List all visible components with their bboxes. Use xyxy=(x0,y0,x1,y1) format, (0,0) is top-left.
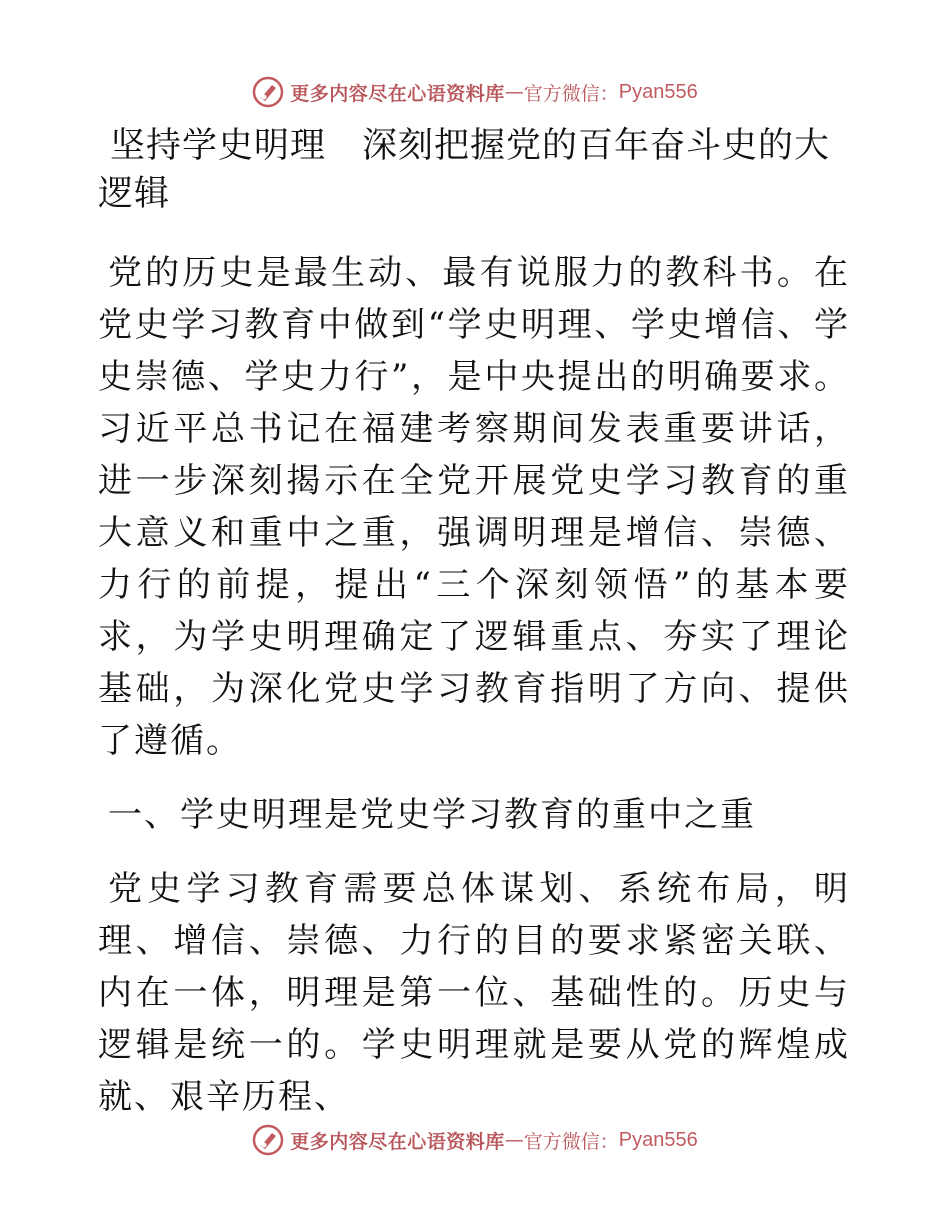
banner-wechat-label: 官方微信： xyxy=(523,82,619,105)
logo-icon xyxy=(252,76,284,108)
footer-banner xyxy=(0,1120,950,1160)
section-heading: 一、学史明理是党史学习教育的重中之重 xyxy=(108,795,756,835)
document-body xyxy=(98,122,850,1145)
logo-icon xyxy=(252,1124,284,1156)
intro-paragraph: 党的历史是最生动、最有说服力的教科书。在党史学习教育中做到“学史明理、学史增信、学史崇德、学史力行”，是中央提出的明确要求。习近平总书记在福建考察期间发表重要讲话，进一步深刻揭示在全党开展党史学习教育的重大意义和重中之重，强调明理是增信、崇德、力行的前提，提出“三个深刻领悟”的基本要求，为学史明理确定了逻辑重点、夯实了理论基础，为深化党史学习教育指明了方向、提供了遵循。 xyxy=(98,253,850,761)
banner-separator: — xyxy=(504,1129,524,1151)
banner-wechat-label: 官方微信： xyxy=(523,1130,619,1153)
banner-site-text: 更多内容尽在心语资料库 xyxy=(290,1130,505,1153)
header-banner xyxy=(0,72,950,112)
banner-wechat-handle: Pyan556 xyxy=(618,80,698,103)
document-title: 坚持学史明理 深刻把握党的百年奋斗史的大逻辑 xyxy=(98,126,831,214)
banner-wechat-handle: Pyan556 xyxy=(618,1128,698,1151)
banner-site-text: 更多内容尽在心语资料库 xyxy=(290,82,505,105)
banner-separator: — xyxy=(504,81,524,103)
section-paragraph: 党史学习教育需要总体谋划、系统布局，明理、增信、崇德、力行的目的要求紧密关联、内在一体，明理是第一位、基础性的。历史与逻辑是统一的。学史明理就是要从党的辉煌成就、艰辛历程、 xyxy=(98,869,850,1117)
